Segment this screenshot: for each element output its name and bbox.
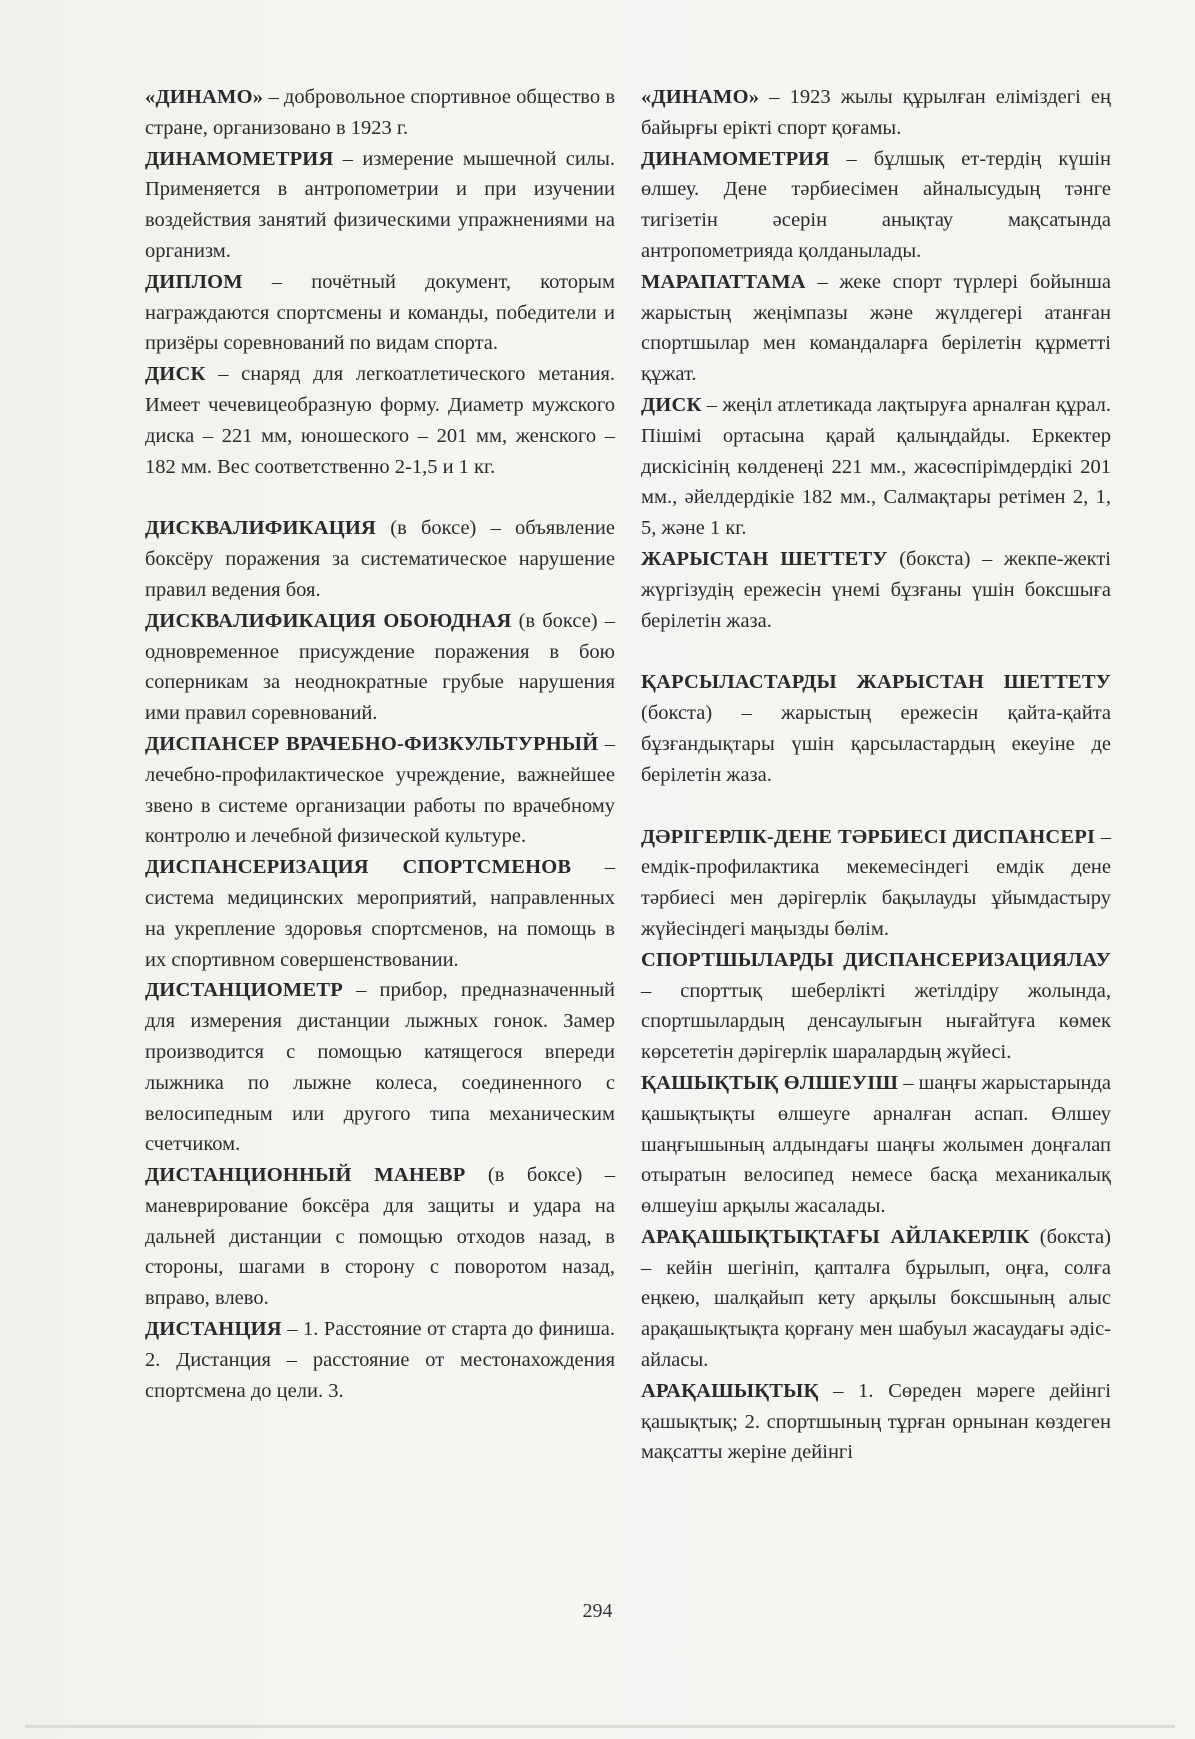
entry-definition: – шаңғы жарыстарында қашықтықты өлшеуге арналған аспап. Өлшеу шаңғышының алдындағы шаңғы жолымен доңғалап отыратын велосипед немесе басқа механикалық өлшеуіш арқылы жасалады.: [641, 1071, 1111, 1218]
entry-term: «ДИНАМО»: [145, 86, 264, 108]
entry-term: ДИСК: [641, 393, 702, 416]
entry-diplom-ru: [145, 267, 615, 359]
entry-definition: – почётный документ, которым награждаются спортсмены и команды, победители и призёры соревнований по видам спорта.: [145, 270, 615, 355]
entry-diskvalifikatsiya-oboyudnaya-ru: [145, 606, 615, 729]
entry-term: АРАҚАШЫҚТЫҚТАҒЫ АЙЛАКЕРЛІК: [641, 1225, 1030, 1248]
entry-definition: – 1. Расстояние от старта до финиша. 2. Дистанция – расстояние от местонахождения спортсмена до цели. 3.: [145, 1318, 615, 1402]
entry-definition: – добровольное спортивное общество в стране, организовано в 1923 г.: [145, 86, 615, 139]
entry-term: ДИСТАНЦИОННЫЙ МАНЕВР: [145, 1164, 466, 1187]
entry-definition: – емдік-профилактика мекемесіндегі емдік дене тәрбиесі мен дәрігерлік бақылауды ұйымдастыру жүйесіндегі маңызды бөлім.: [641, 825, 1112, 940]
entry-dinamo-ru: [145, 82, 615, 144]
entry-term: ДИНАМОМЕТРИЯ: [641, 147, 830, 170]
entry-definition: – 1923 жылы құрылған еліміздегі ең байырғы ерікті спорт қоғамы.: [641, 86, 1111, 139]
entry-term: ДИСКВАЛИФИКАЦИЯ: [145, 517, 377, 540]
entry-definition: (в боксе) – одновременное присуждение поражения в бою соперникам за неоднократные грубые нарушения ими правил соревнований.: [145, 609, 615, 725]
entry-zharystan-shettetu-kz: [641, 544, 1111, 636]
entry-definition: (в боксе) – маневрирование боксёра для защиты и удара на дальней дистанции с помощью отходов назад, в стороны, шагами в сторону с поворотом назад, вправо, влево.: [145, 1164, 615, 1310]
entry-term: ДИСТАНЦИОМЕТР: [145, 979, 343, 1002]
entry-definition: – снаряд для легкоатлетического метания. Имеет чечевицеобразную форму. Диаметр мужского диска – 221 мм, юношеского – 201 мм, женского – 182 мм. Вес соответственно 2-1,5 и 1 кг.: [145, 363, 615, 478]
entry-karsylastardy-shettetu-kz: [641, 667, 1111, 790]
entry-term: ДИСПАНСЕРИЗАЦИЯ СПОРТСМЕНОВ: [145, 856, 572, 879]
entry-term: ДИСПАНСЕР ВРАЧЕБНО-ФИЗКУЛЬТУРНЫЙ: [145, 732, 599, 755]
entry-dinamometriya-kz: [641, 144, 1111, 267]
entry-dispanserizatsiya-ru: [145, 852, 615, 975]
entry-term: ҚАШЫҚТЫҚ ӨЛШЕУІШ: [641, 1071, 899, 1094]
entry-arakashyktyk-kz: [641, 1376, 1111, 1468]
entry-definition: – спорттық шеберлікті жетілдіру жолында, спортшылардың денсаулығын нығайтуға көмек көрсететін дәрігерлік шаралардың жүйесі.: [641, 979, 1111, 1064]
entry-term: СПОРТШЫЛАРДЫ ДИСПАНСЕРИЗАЦИЯЛАУ: [641, 948, 1111, 971]
page-number: 294: [582, 1600, 613, 1622]
page-edge-shadow: [25, 1725, 1175, 1728]
entry-dinamo-kz: [641, 82, 1111, 144]
entry-distantsionny-manevr-ru: [145, 1160, 615, 1314]
entry-definition: – система медицинских мероприятий, направленных на укрепление здоровья спортсменов, на помощь в их спортивном совершенствовании.: [145, 856, 615, 971]
kazakh-column: [641, 82, 1111, 1468]
entry-term: МАРАПАТТАМА: [641, 270, 806, 293]
entry-term: «ДИНАМО»: [641, 86, 760, 108]
entry-term: ДИСТАНЦИЯ: [145, 1318, 282, 1341]
entry-term: ҚАРСЫЛАСТАРДЫ ЖАРЫСТАН ШЕТТЕТУ: [641, 671, 1111, 694]
entry-term: ДИСК: [145, 363, 206, 386]
russian-column: [145, 82, 615, 1406]
entry-definition: (бокста) – кейін шегініп, қапталға бұрылып, оңға, солға еңкею, шалқайып кету арқылы боксшының алыс арақашықтықта қорғану мен шабуыл жасаудағы әдіс-айласы.: [641, 1225, 1111, 1372]
entry-arakashyktyktagy-kz: [641, 1222, 1111, 1376]
entry-marapattama-kz: [641, 267, 1111, 390]
entry-definition: – прибор, предназначенный для измерения дистанции лыжных гонок. Замер производится с помощью катящегося впереди лыжника по лыжне колеса, соединенного с велосипедным или другого типа механическим счетчиком.: [145, 979, 615, 1156]
entry-definition: – измерение мышечной силы. Применяется в антропометрии и при изучении воздействия занятий физическими упражнениями на организм.: [145, 147, 615, 262]
entry-definition: (бокста) – жекпе-жекті жүргізудің ережесін үнемі бұзғаны үшін боксшыға берілетін жаза.: [641, 547, 1111, 632]
entry-kashyktyk-olsheuish-kz: [641, 1068, 1111, 1222]
entry-diskvalifikatsiya-ru: [145, 513, 615, 605]
entry-definition: (в боксе) – объявление боксёру поражения за систематическое нарушение правил ведения боя.: [145, 517, 615, 601]
entry-definition: – бұлшық ет-тердің күшін өлшеу. Дене тәрбиесімен айналысудың тәнге тигізетін әсерін анықтау мақсатында антропометрияда қолданылады.: [641, 147, 1111, 262]
entry-dispanser-ru: [145, 729, 615, 852]
entry-distantsiometr-ru: [145, 975, 615, 1160]
entry-dispanserizatsiyalau-kz: [641, 945, 1111, 1068]
entry-term: ЖАРЫСТАН ШЕТТЕТУ: [641, 547, 888, 570]
entry-term: ДИПЛОМ: [145, 270, 243, 293]
entry-definition: – лечебно-профилактическое учреждение, важнейшее звено в системе организации работы по врачебному контролю и лечебной физической культуре.: [145, 732, 616, 848]
entry-definition: – 1. Сөреден мәреге дейінгі қашықтық; 2. спортшының тұрған орнынан көздеген мақсатты жеріне дейінгі: [641, 1379, 1111, 1464]
entry-definition: (бокста) – жарыстың ережесін қайта-қайта бұзғандықтары үшін қарсыластардың екеуіне де берілетін жаза.: [641, 702, 1111, 786]
entry-definition: – жеке спорт түрлері бойынша жарыстың жеңімпазы және жүлдегері атанған спортшылар мен командаларға берілетін құрметті құжат.: [641, 270, 1111, 386]
entry-term: ДИСКВАЛИФИКАЦИЯ ОБОЮДНАЯ: [145, 609, 512, 632]
entry-dinamometriya-ru: [145, 144, 615, 267]
entry-distantsiya-ru: [145, 1314, 615, 1406]
entry-term: ДӘРІГЕРЛІК-ДЕНЕ ТӘРБИЕСІ ДИСПАНСЕРІ: [641, 825, 1096, 848]
entry-dispanser-kz: [641, 822, 1111, 945]
entry-term: АРАҚАШЫҚТЫҚ: [641, 1379, 819, 1402]
entry-disk-kz: [641, 390, 1111, 544]
entry-definition: – жеңіл атлетикада лақтыруға арналған құрал. Пішімі ортасына қарай қалыңдайды. Еркектер дискісінің көлденеңі 221 мм., жасөспірімдердікі 201 мм., әйелдердікіе 182 мм., Салмақтары ретімен 2, 1, 5, және 1 кг.: [641, 393, 1111, 540]
entry-term: ДИНАМОМЕТРИЯ: [145, 147, 334, 170]
entry-disk-ru: [145, 359, 615, 482]
